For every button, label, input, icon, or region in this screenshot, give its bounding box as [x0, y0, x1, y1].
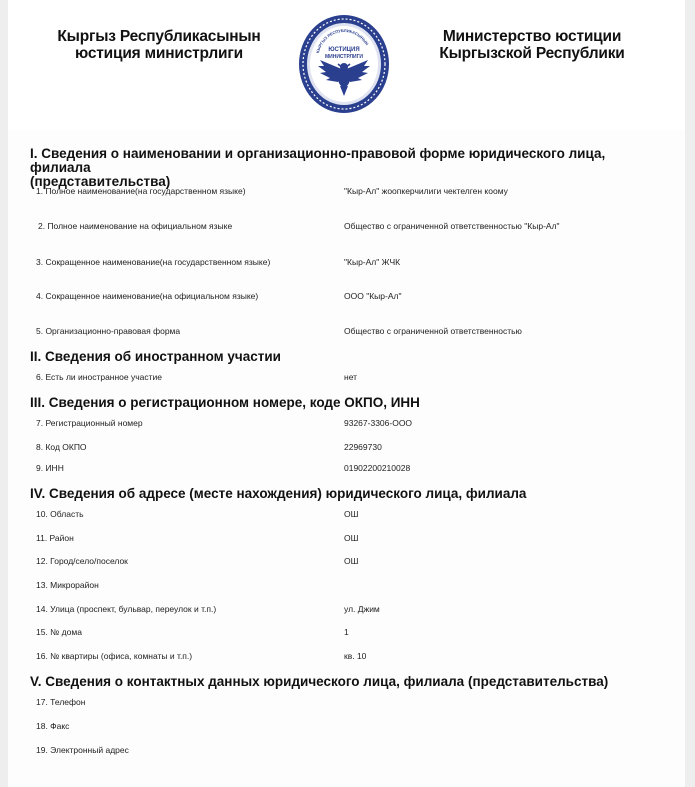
field-label: 14. Улица (проспект, бульвар, переулок и т.п.)	[36, 604, 217, 614]
field-value: Общество с ограниченной ответственностью	[344, 326, 522, 336]
field-row	[8, 719, 685, 733]
field-value: 01902200210028	[344, 463, 411, 473]
header-right-line2: Кыргызской Республики	[439, 45, 625, 62]
svg-text:ЮСТИЦИЯ: ЮСТИЦИЯ	[328, 47, 360, 53]
header-russian-title	[422, 28, 642, 62]
field-row	[8, 289, 685, 303]
field-label: 11. Район	[36, 533, 74, 543]
field-row	[8, 219, 685, 233]
field-label: 6. Есть ли иностранное участие	[36, 372, 163, 382]
document-header	[8, 0, 685, 130]
field-label: 4. Сокращенное наименование(на официальном языке)	[36, 291, 259, 301]
field-label: 7. Регистрационный номер	[36, 418, 143, 428]
header-left-line1: Кыргыз Республикасынын	[57, 28, 261, 45]
section-3-title: III. Сведения о регистрационном номере, коде ОКПО, ИНН	[30, 395, 420, 410]
svg-text:КЫРГЫЗ РЕСПУБЛИКАСЫНЫН: КЫРГЫЗ РЕСПУБЛИКАСЫНЫН	[314, 27, 370, 54]
svg-text:МИНИСТРЛИГИ: МИНИСТРЛИГИ	[324, 54, 364, 60]
field-value: "Кыр-Ал" жоопкерчилиги чектелген коому	[344, 186, 508, 196]
field-label: 16. № квартиры (офиса, комнаты и т.п.)	[36, 651, 193, 661]
field-value: ООО "Кыр-Ал"	[344, 291, 402, 301]
section-5-title: V. Сведения о контактных данных юридического лица, филиала (представительства)	[30, 674, 609, 689]
field-value: Общество с ограниченной ответственностью "Кыр-Ал"	[344, 221, 560, 231]
field-value: 22969730	[344, 442, 382, 452]
field-label: 10. Область	[36, 509, 84, 519]
section-4-title: IV. Сведения об адресе (месте нахождения) юридического лица, филиала	[30, 486, 527, 501]
field-value: нет	[344, 372, 358, 382]
field-label: 3. Сокращенное наименование(на государственном языке)	[36, 257, 271, 267]
field-row	[8, 370, 685, 384]
field-value: ОШ	[344, 509, 359, 519]
field-label: 18. Факс	[36, 721, 70, 731]
field-row	[8, 507, 685, 521]
field-value: ОШ	[344, 533, 359, 543]
field-row	[8, 625, 685, 639]
field-value: ОШ	[344, 556, 359, 566]
field-label: 5. Организационно-правовая форма	[36, 326, 181, 336]
section-1-title: I. Сведения о наименовании и организационно-правовой форме юридического лица, филиала (представительства)	[30, 146, 606, 189]
field-value: кв. 10	[344, 651, 367, 661]
field-label: 17. Телефон	[36, 697, 86, 707]
field-row	[8, 602, 685, 616]
field-value: ул. Джим	[344, 604, 380, 614]
field-label: 12. Город/село/поселок	[36, 556, 128, 566]
field-label: 13. Микрорайон	[36, 580, 99, 590]
field-row	[8, 695, 685, 709]
field-label: 19. Электронный адрес	[36, 745, 129, 755]
section-2-title: II. Сведения об иностранном участии	[30, 349, 281, 364]
field-row	[8, 461, 685, 475]
field-label: 1. Полное наименование(на государственном языке)	[36, 186, 246, 196]
field-row	[8, 554, 685, 568]
field-value: 93267-3306-ООО	[344, 418, 413, 428]
field-row	[8, 649, 685, 663]
field-value: 1	[344, 627, 349, 637]
field-label: 8. Код ОКПО	[36, 442, 87, 452]
field-row	[8, 416, 685, 430]
field-label: 2. Полное наименование на официальном языке	[38, 221, 233, 231]
field-row	[8, 578, 685, 592]
field-row	[8, 324, 685, 338]
ministry-seal-icon	[298, 14, 390, 114]
field-value: "Кыр-Ал" ЖЧК	[344, 257, 401, 267]
field-row	[8, 255, 685, 269]
header-right-line1: Министерство юстиции	[442, 28, 622, 45]
header-left-line2: юстиция министрлиги	[75, 45, 243, 62]
field-row	[8, 184, 685, 198]
field-row	[8, 440, 685, 454]
field-label: 9. ИНН	[36, 463, 64, 473]
document-page	[8, 0, 685, 787]
field-row	[8, 531, 685, 545]
field-label: 15. № дома	[36, 627, 82, 637]
header-kyrgyz-title	[44, 28, 274, 62]
field-row	[8, 743, 685, 757]
